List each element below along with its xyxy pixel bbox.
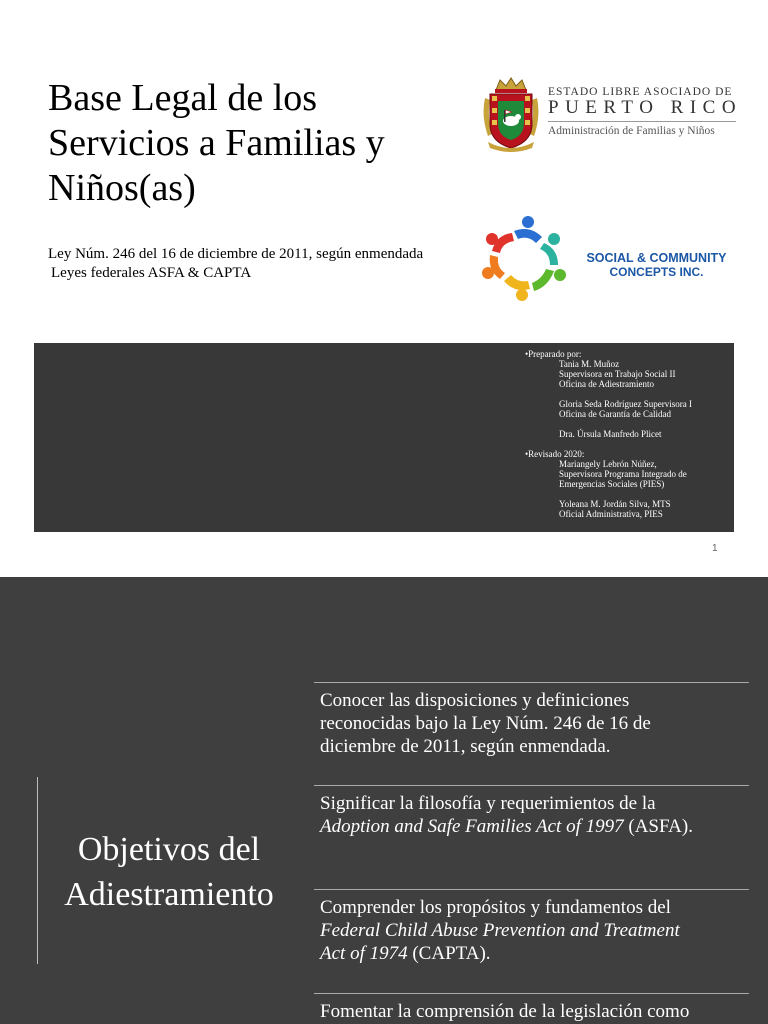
coat-of-arms-icon xyxy=(482,76,540,152)
logo-line: CONCEPTS INC. xyxy=(609,265,704,279)
objective-line: Fomentar la comprensión de la legislación como xyxy=(320,1001,690,1022)
act-abbrev: (CAPTA). xyxy=(407,943,491,964)
credit-line: Gloria Seda Rodríguez Supervisora I xyxy=(559,399,692,409)
scc-logo xyxy=(478,213,740,303)
objective-line: Significar la filosofía y requerimientos de la xyxy=(320,793,656,814)
credit-line: Supervisora en Trabajo Social II xyxy=(559,369,676,379)
scc-logo-text xyxy=(573,251,740,279)
credits-text xyxy=(525,349,730,519)
puerto-rico-logo xyxy=(482,76,742,152)
credit-line: Supervisora Programa Integrado de xyxy=(559,469,687,479)
objective-line xyxy=(320,919,749,942)
credit-line: Tania M. Muñoz xyxy=(559,359,620,369)
title-divider xyxy=(37,777,38,964)
title-line: Adiestramiento xyxy=(64,876,274,913)
objective-line: Conocer las disposiciones y definiciones xyxy=(320,690,630,711)
logo-divider xyxy=(548,121,736,122)
objective-line xyxy=(320,942,749,965)
objective-line: diciembre de 2011, según enmendada. xyxy=(320,736,611,757)
title-line: Base Legal de los xyxy=(48,77,318,119)
subtitle-line: Leyes federales ASFA & CAPTA xyxy=(51,265,252,281)
credit-line: Mariangely Lebrón Núñez, xyxy=(559,459,657,469)
act-name: Federal Child Abuse Prevention and Treatment xyxy=(320,920,680,941)
act-name: Act of 1974 xyxy=(320,943,408,964)
objective-line xyxy=(320,815,749,838)
logo-line: ESTADO LIBRE ASOCIADO DE xyxy=(548,86,733,98)
act-abbrev: (ASFA). xyxy=(623,816,693,837)
objective-line: reconocidas bajo la Ley Núm. 246 de 16 de xyxy=(320,713,651,734)
slide-subtitle xyxy=(48,245,468,283)
objective-item xyxy=(314,889,749,965)
credits-label: •Preparado por: xyxy=(525,349,582,359)
credit-line: Emergencias Sociales (PIES) xyxy=(559,479,665,489)
people-circle-icon xyxy=(478,213,570,303)
credits-label: •Revisado 2020: xyxy=(525,449,585,459)
act-name: Adoption and Safe Families Act of 1997 xyxy=(320,816,624,837)
page-number: 1 xyxy=(712,543,718,554)
logo-line: Administración de Familias y Niños xyxy=(548,125,715,137)
objective-item xyxy=(314,993,749,1023)
logo-line: PUERTO RICO xyxy=(548,97,743,118)
credit-line: Oficina de Garantía de Calidad xyxy=(559,409,671,419)
title-line: Servicios a Familias y xyxy=(48,122,385,164)
title-line: Objetivos del xyxy=(77,831,261,868)
credit-line: Oficina de Adiestramiento xyxy=(559,379,654,389)
credit-line: Oficial Administrativa, PIES xyxy=(559,509,663,519)
logo-line: SOCIAL & COMMUNITY xyxy=(586,251,727,265)
credits-panel xyxy=(34,343,734,532)
objective-line: Comprender los propósitos y fundamentos del xyxy=(320,897,671,918)
credit-line: Yoleana M. Jordán Silva, MTS xyxy=(559,499,671,509)
credit-line: Dra. Úrsula Manfredo Plicet xyxy=(559,429,662,439)
title-line: Niños(as) xyxy=(48,167,196,209)
puerto-rico-logo-text xyxy=(548,86,742,137)
objective-item xyxy=(314,785,749,838)
slide-title xyxy=(44,827,294,917)
subtitle-line: Ley Núm. 246 del 16 de diciembre de 2011, según enmendada xyxy=(48,246,424,262)
objectives-slide xyxy=(0,577,768,1024)
objective-item xyxy=(314,682,749,758)
slide-title xyxy=(48,76,448,211)
